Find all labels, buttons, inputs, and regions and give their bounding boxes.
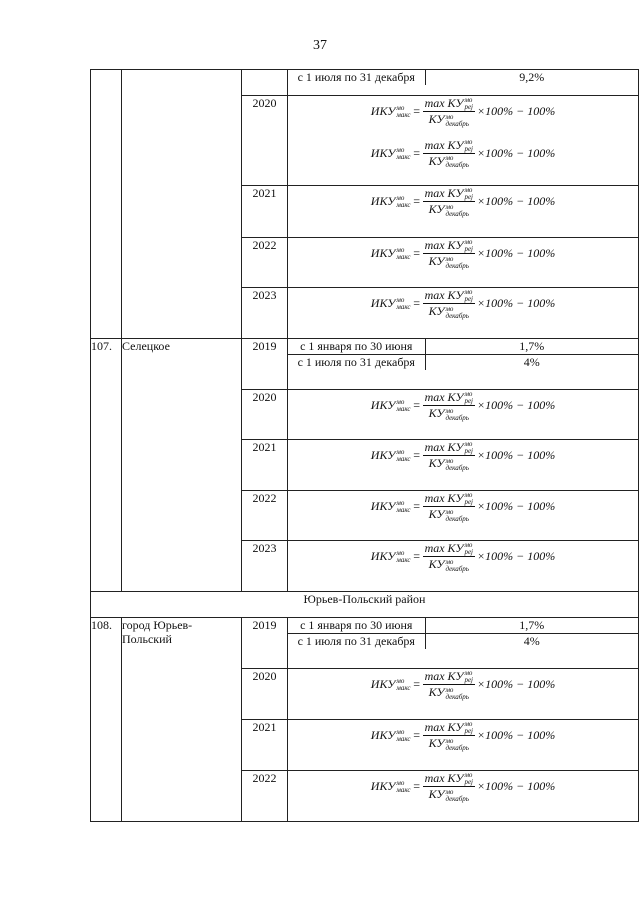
index-value: 9,2% xyxy=(519,70,545,84)
fraction xyxy=(423,96,475,128)
year-label: 2022 xyxy=(242,491,288,541)
row-number: 107. xyxy=(91,339,122,592)
fraction xyxy=(423,771,475,803)
index-formula: ИКУ мо макс = max КУ мо pej КУ мо декабрь ×100% − 100% xyxy=(370,440,556,472)
fraction xyxy=(423,390,475,422)
year-label: 2021 xyxy=(242,720,288,771)
year-label: 2021 xyxy=(242,440,288,491)
index-formula: ИКУ мо макс = max КУ мо pej КУ мо декабрь ×100% − 100% xyxy=(370,186,556,218)
index-formula: ИКУ мо макс = max КУ мо pej КУ мо декабрь ×100% − 100% xyxy=(370,771,556,803)
fraction-denominator: КУ мо декабрь xyxy=(428,507,469,523)
fraction-numerator: max КУ мо pej xyxy=(424,137,474,153)
fraction xyxy=(423,138,475,170)
fraction-numerator: max КУ мо pej xyxy=(424,669,474,685)
period-label: с 1 июля по 31 декабря xyxy=(288,634,425,650)
fraction-denominator: КУ мо декабрь xyxy=(428,456,469,472)
fraction-denominator: КУ мо декабрь xyxy=(428,112,469,128)
fraction-numerator: max КУ мо pej xyxy=(424,186,474,202)
table-row xyxy=(91,339,639,390)
index-value: 1,7% xyxy=(519,339,545,353)
year-label: 2023 xyxy=(242,541,288,592)
index-value: 4% xyxy=(425,355,638,371)
index-formula: ИКУ мо макс = max КУ мо pej КУ мо декабрь ×100% − 100% xyxy=(370,137,556,169)
period-label: с 1 июля по 31 декабря xyxy=(288,70,425,85)
index-formula: ИКУ мо макс = max КУ мо pej КУ мо декабрь ×100% − 100% xyxy=(370,390,556,422)
year-label: 2022 xyxy=(242,238,288,288)
fraction-denominator: КУ мо декабрь xyxy=(428,254,469,270)
index-formula: ИКУ мо макс = max КУ мо pej КУ мо декабрь ×100% − 100% xyxy=(370,238,556,270)
fraction-denominator: КУ мо декабрь xyxy=(428,153,469,169)
fraction-numerator: max КУ мо pej xyxy=(424,491,474,507)
fraction-denominator: КУ мо декабрь xyxy=(428,304,469,320)
index-formula: ИКУ мо макс = max КУ мо pej КУ мо декабрь ×100% − 100% xyxy=(370,96,556,128)
fraction xyxy=(423,238,475,270)
fraction-denominator: КУ мо декабрь xyxy=(428,202,469,218)
index-value: 1,7% xyxy=(519,618,545,632)
fraction-denominator: КУ мо декабрь xyxy=(428,787,469,803)
year-label: 2020 xyxy=(242,96,288,186)
index-formula: ИКУ мо макс = max КУ мо pej КУ мо декабрь ×100% − 100% xyxy=(370,669,556,701)
year-label: 2022 xyxy=(242,771,288,822)
index-formula: ИКУ мо макс = max КУ мо pej КУ мо декабрь ×100% − 100% xyxy=(370,720,556,752)
index-formula: ИКУ мо макс = max КУ мо pej КУ мо декабрь ×100% − 100% xyxy=(370,491,556,523)
settlement-name: город Юрьев-Польский xyxy=(122,618,242,822)
year-label: 2020 xyxy=(242,390,288,440)
fraction-denominator: КУ мо декабрь xyxy=(428,557,469,573)
year-label: 2023 xyxy=(242,288,288,339)
fraction-denominator: КУ мо декабрь xyxy=(428,406,469,422)
index-value: 4% xyxy=(425,634,638,650)
table-row xyxy=(91,592,639,618)
fraction-numerator: max КУ мо pej xyxy=(424,440,474,456)
period-label: с 1 января по 30 июня xyxy=(288,339,425,355)
fraction-denominator: КУ мо декабрь xyxy=(428,685,469,701)
index-formula: ИКУ мо макс = max КУ мо pej КУ мо декабрь ×100% − 100% xyxy=(370,288,556,320)
index-formula: ИКУ мо макс = max КУ мо pej КУ мо декабрь ×100% − 100% xyxy=(370,541,556,573)
fraction-numerator: max КУ мо pej xyxy=(424,288,474,304)
fraction xyxy=(423,186,475,218)
year-label: 2021 xyxy=(242,186,288,238)
fraction-numerator: max КУ мо pej xyxy=(424,96,474,112)
fraction-denominator: КУ мо декабрь xyxy=(428,736,469,752)
fraction-numerator: max КУ мо pej xyxy=(424,541,474,557)
tariff-table xyxy=(90,69,639,822)
fraction xyxy=(423,669,475,701)
row-number: 108. xyxy=(91,618,122,822)
fraction xyxy=(423,288,475,320)
year-label: 2020 xyxy=(242,669,288,720)
table-row xyxy=(91,618,639,669)
year-label: 2019 xyxy=(242,339,288,390)
region-header: Юрьев-Польский район xyxy=(91,592,639,618)
fraction xyxy=(423,541,475,573)
fraction-numerator: max КУ мо pej xyxy=(424,771,474,787)
period-label: с 1 января по 30 июня xyxy=(288,618,425,634)
page-number: 37 xyxy=(313,38,327,53)
fraction-numerator: max КУ мо pej xyxy=(424,720,474,736)
year-label: 2019 xyxy=(242,618,288,669)
fraction xyxy=(423,440,475,472)
fraction-numerator: max КУ мо pej xyxy=(424,390,474,406)
settlement-name: Селецкое xyxy=(122,339,242,592)
fraction xyxy=(423,720,475,752)
table-row xyxy=(91,70,639,96)
fraction-numerator: max КУ мо pej xyxy=(424,238,474,254)
period-label: с 1 июля по 31 декабря xyxy=(288,355,425,371)
fraction xyxy=(423,491,475,523)
